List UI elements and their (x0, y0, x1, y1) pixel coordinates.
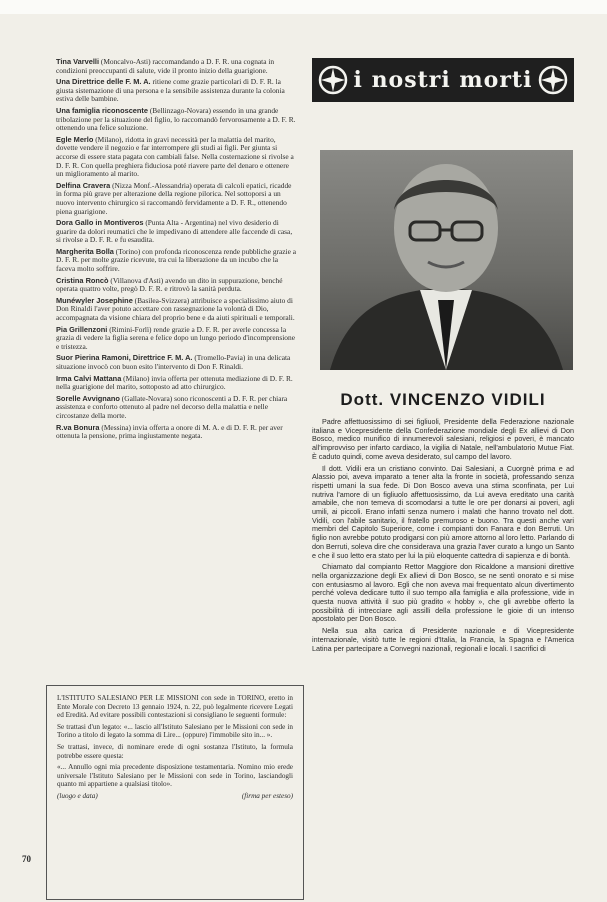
section-banner (312, 58, 574, 102)
notice-legato: Se trattasi d'un legato: «... lascio all'Istituto Salesiano per le Missioni con sede in Torino a titolo di legato la somma di Lire... (oppure) l'immobile sito in... ». (57, 722, 293, 740)
legacy-notice-box (46, 685, 304, 900)
grace-entry: Una Direttrice delle F. M. A. ritiene come grazie particolari di D. F. R. la giusta sistemazione di una persona e la sensibile assistenza durante la colonia estiva delle bambine. (56, 77, 285, 104)
obituary-paragraph: Padre affettuosissimo di sei figliuoli, Presidente della Federazione nazionale italiana e Vicepresidente della Confederazione mondiale degli Ex allievi di Don Bosco, medico munifico di innumerevoli salesiani, religiosi e poveri, è mancato all'improvviso per infarto cardiaco, la vigilia di Natale, nell'ambulatorio Mutue Fiat. È caduto quindi, come aveva desiderato, sul campo del lavoro. (312, 417, 574, 461)
grace-entry: Irma Calvi Mattana (Milano) invia offerta per ottenuta mediazione di D. F. R. nella guarigione del marito, sottoposto ad atto chirurgico. (56, 373, 293, 392)
grace-entry: Munéwyler Josephine (Basilea-Svizzera) attribuisce a specialissimo aiuto di Don Rinaldi l'aver potuto accettare con rassegnazione la volontà di Dio, accompagnata da visione chiara del proprio bene e da aiuti spirituali e temporali. (56, 295, 295, 323)
obituary-paragraph: Il dott. Vidili era un cristiano convinto. Dai Salesiani, a Cuorgnè prima e ad Alassio poi, aveva imparato a tener alta la fronte in società, professando senza rispetti umani la sua fede. Di Don Bosco aveva una stima sconfinata, per Lui nutriva l'amore di un figliuolo affettuosissimo, da Lui aveva ereditato una carità amabile, che non temeva di scomodarsi a tutte le ore per donarsi ai poveri, agli umili, ai piccoli. Erano infatti senza numero i malati che hanno trovato nel dott. Vidili, con l'abile sanitario, il fratello premuroso e buono. Tra questi anche vari membri del Capitolo Superiore, come i compianti don Fanara e don Berruti. Un figlio non avrebbe potuto prodigarsi con più amore attorno al loro letto. Parlando di don Berruti, soleva dire che considerava una grazia l'aver curato a lungo un Santo e che il suo letto era stato per lui la più eloquente cattedra di sapienza e di bontà. (312, 463, 574, 560)
grace-entry: Delfina Cravera (Nizza Monf.-Alessandria) operata di calcoli epatici, ricadde in forma più grave per alterazione della regione pilorica. Nel sottoporsi a un nuovo intervento chirurgico si raccomandò fervidamente a D. F. R., ottenendo piena guarigione. (56, 180, 292, 216)
section-title: i nostri morti (353, 67, 533, 93)
notice-intro: L'ISTITUTO SALESIANO PER LE MISSIONI con sede in TORINO, eretto in Ente Morale con Decreto 13 gennaio 1924, n. 22, può legalmente ricevere Legati ed Eredità. Ad evitare possibili contestazioni si consigliano le seguenti formule: (57, 694, 293, 720)
page-number: 70 (22, 854, 31, 864)
grace-entry: Dora Gallo in Montiveros (Punta Alta - Argentina) nel vivo desiderio di guarire da dolori reumatici che le impedivano di attendere alle faccende di casa, si rivolse a D. F. R. e fu esaudita. (56, 218, 293, 245)
graces-column (56, 58, 298, 444)
grace-entry: Margherita Bolla (Torino) con profonda riconoscenza rende pubbliche grazie a D. F. R. per molte grazie ricevute, tra cui la liberazione da un incubo che la faceva molto soffrire. (56, 246, 297, 274)
notice-signature: (firma per esteso) (241, 791, 293, 800)
obituary-text (312, 418, 574, 653)
notice-place-date: (luogo e data) (57, 791, 98, 800)
notice-formula: «... Annullo ogni mia precedente disposizione testamentaria. Nomino mio erede universale l'Istituto Salesiano per le Missioni con sede in Torino, lasciandogli quanto mi appartiene a qualsiasi titolo». (57, 763, 293, 789)
notice-erede: Se trattasi, invece, di nominare erede di ogni sostanza l'Istituto, la formula potrebbe essere questa: (57, 742, 293, 760)
obituary-column (312, 58, 574, 656)
notice-footer (57, 792, 293, 801)
grace-entry: Cristina Roncò (Villanova d'Asti) avendo un dito in suppurazione, benché operata quattro volte, pregò D. F. R. e ritrovò la sanità perduta. (56, 275, 283, 294)
portrait-photo (320, 150, 573, 370)
grace-entry: Pia Grillenzoni (Rimini-Forlì) rende grazie a D. F. R. per averle concessa la grazia di vedere la figlia serena e felice dopo un lungo periodo d'incomprensione e tristezza. (56, 324, 295, 351)
top-border (0, 0, 607, 14)
obituary-paragraph: Nella sua alta carica di Presidente nazionale e di Vicepresidente internazionale, visitò tutte le regioni d'Italia, la Francia, la Spagna e l'America Latina per partecipare a Convegni nazionali, regionali e locali. I sacrifici di (312, 626, 574, 653)
obituary-paragraph: Chiamato dal compianto Rettor Maggiore don Ricaldone a mansioni direttive nella organizzazione degli Ex allievi di Don Bosco, se ne sentì onorato e si mise con entusiasmo al lavoro. Egli che non aveva mai frequentato alcun divertimento perché voleva dedicare tutto il suo tempo alla famiglia e alla professione, vide in questa nuova attività il suo più gradito « hobby », che gli avrebbe offerto la possibilità di intrecciare agli assilli della professione le gioie di un intenso apostolato per Don Bosco. (312, 562, 574, 624)
grace-entry: Tina Varvelli (Moncalvo-Asti) raccomandando a D. F. R. una cognata in condizioni preoccupanti di salute, vide il pronto inizio della guarigione. (56, 57, 275, 75)
portrait-image (320, 150, 573, 370)
grace-entry: Suor Pierina Ramoni, Direttrice F. M. A. (Tromello-Pavia) in una delicata situazione invocò con buon esito l'intervento di Don F. Rinaldi. (56, 353, 291, 371)
obituary-name: Dott. VINCENZO VIDILI (340, 390, 546, 409)
grace-entry: Egle Merlo (Milano), ridotta in gravi necessità per la malattia del marito, dovette vendere il negozio e far interrompere gli studi ai figli. Per giunta si accorse di essere stata pagata con cambiali false. Nella costernazione si rivolse a D. F. R. Con quella preghiera fiduciosa poté riavere parte del denaro e ottenere un miglioramento al marito. (56, 134, 294, 179)
cross-emblem-icon (538, 65, 568, 95)
grace-entry: R.va Bonura (Messina) invia offerta a onore di M. A. e di D. F. R. per aver ottenuta la pensione, prima ingiustamente negata. (56, 422, 283, 441)
grace-entry: Sorelle Avvignano (Gallate-Novara) sono riconoscenti a D. F. R. per chiara assistenza e conforto ottenuto al padre nel decorso della malattia e nelle circostanze della morte. (56, 393, 288, 420)
grace-entry: Una famiglia riconoscente (Bellinzago-Novara) essendo in una grande tribolazione per la situazione del figlio, lo raccomandò fervorosamente a D. F. R. ottenendo una felice soluzione. (56, 105, 296, 133)
cross-emblem-icon (318, 65, 348, 95)
